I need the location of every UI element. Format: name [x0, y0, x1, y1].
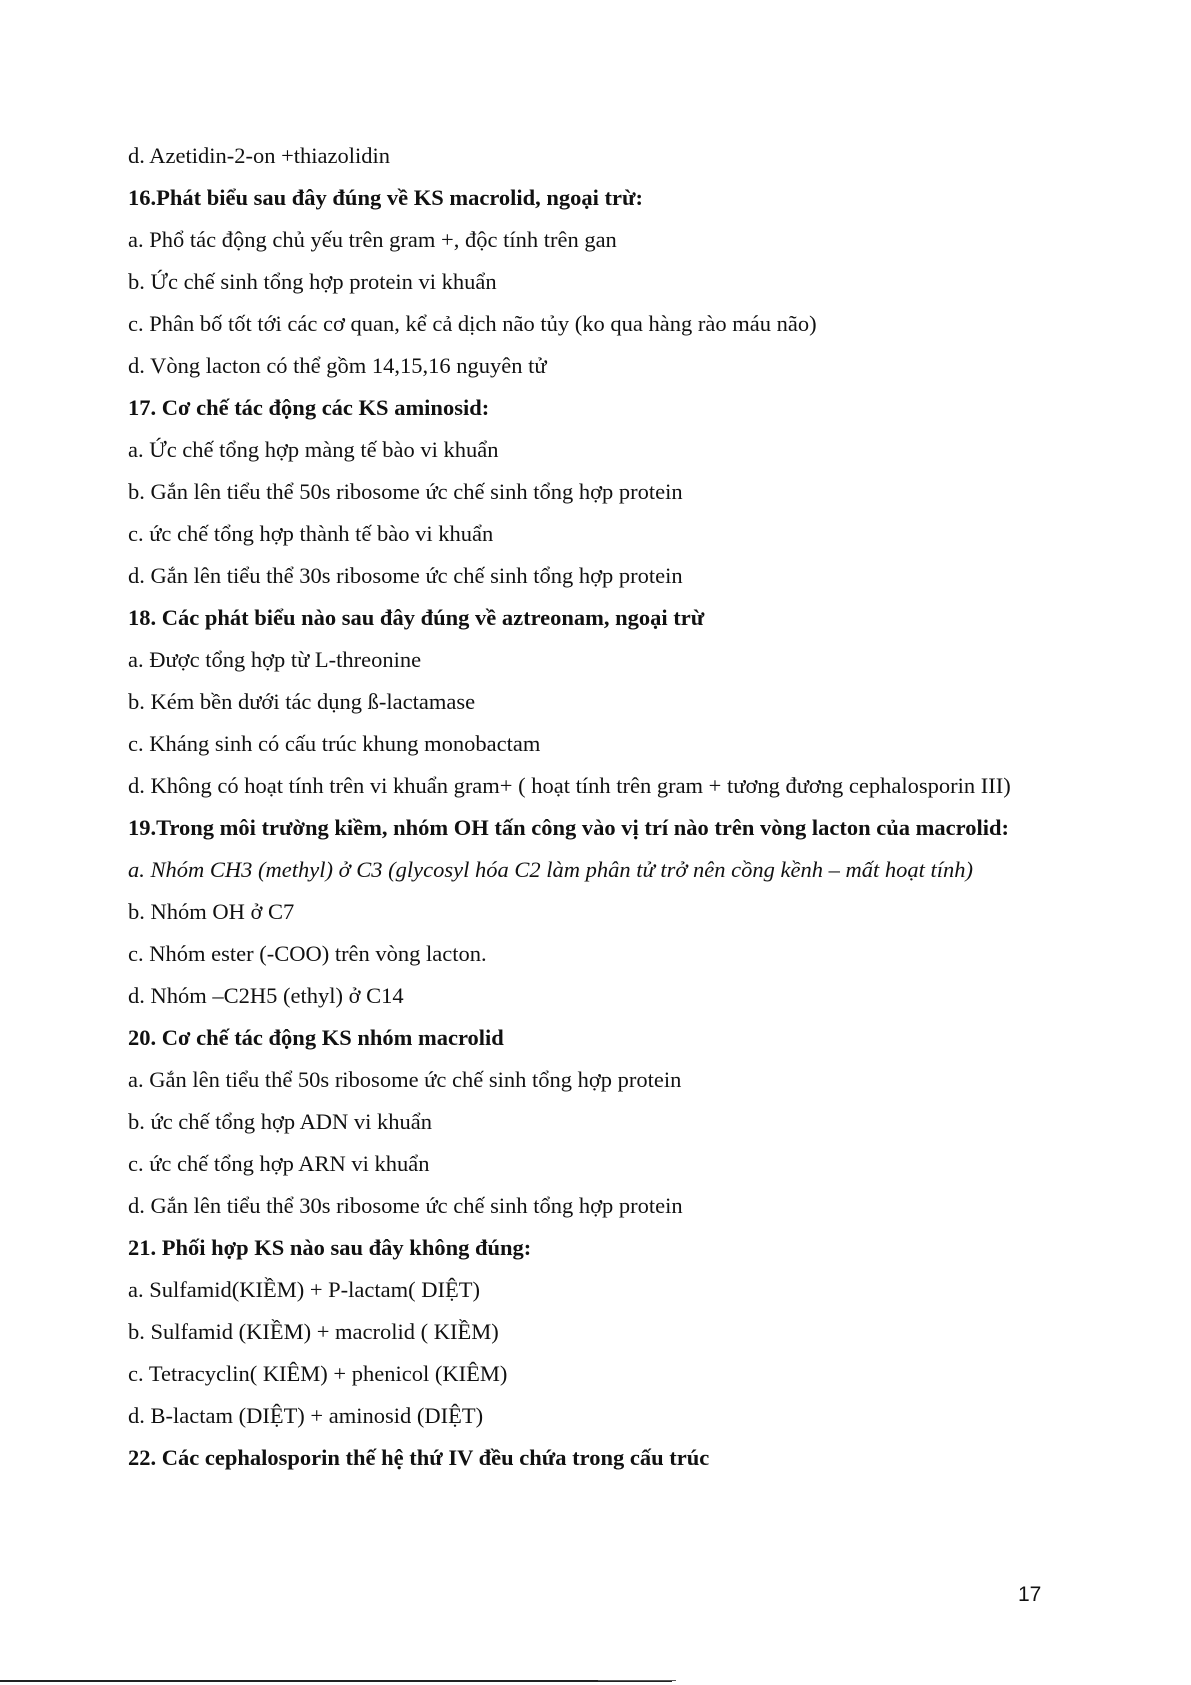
option-text: c. Tetracyclin( KIÊM) + phenicol (KIÊM) [128, 1361, 508, 1386]
bottom-divider [0, 1680, 672, 1682]
question-heading: 22. Các cephalosporin thế hệ thứ IV đều chứa trong cấu trúc [128, 1445, 710, 1470]
option-text: d. Azetidin-2-on +thiazolidin [128, 143, 391, 168]
question-heading: 18. Các phát biểu nào sau đây đúng về aztreonam, ngoại trừ [128, 605, 705, 630]
option-text: d. Không có hoạt tính trên vi khuẩn gram+ ( hoạt tính trên gram + tương đương cephalosporin III) [128, 773, 1011, 798]
option-text: c. Kháng sinh có cấu trúc khung monobactam [128, 731, 541, 756]
option-text: b. Sulfamid (KIỀM) + macrolid ( KIỀM) [128, 1319, 499, 1344]
option-text: c. Nhóm ester (-COO) trên vòng lacton. [128, 941, 487, 966]
option-text: a. Gắn lên tiểu thể 50s ribosome ức chế sinh tổng hợp protein [128, 1067, 682, 1092]
option-text: b. Nhóm OH ở C7 [128, 899, 295, 924]
question-heading: 21. Phối hợp KS nào sau đây không đúng: [128, 1235, 532, 1260]
question-heading: 19.Trong môi trường kiềm, nhóm OH tấn công vào vị trí nào trên vòng lacton của macrolid: [128, 815, 1009, 840]
option-text: d. Nhóm –C2H5 (ethyl) ở C14 [128, 983, 404, 1008]
option-text: d. Vòng lacton có thể gồm 14,15,16 nguyên tử [128, 353, 547, 378]
option-text: b. ức chế tổng hợp ADN vi khuẩn [128, 1109, 433, 1134]
page-number: 17 [1018, 1583, 1042, 1606]
option-text-italic: a. Nhóm CH3 (methyl) ở C3 (glycosyl hóa C2 làm phân tử trở nên cồng kềnh – mất hoạt tính) [128, 857, 973, 882]
option-text: b. Gắn lên tiểu thể 50s ribosome ức chế sinh tổng hợp protein [128, 479, 683, 504]
question-heading: 20. Cơ chế tác động KS nhóm macrolid [128, 1025, 504, 1050]
option-text: c. ức chế tổng hợp thành tế bào vi khuẩn [128, 521, 494, 546]
document-body [128, 140, 1038, 1484]
option-text: a. Được tổng hợp từ L-threonine [128, 647, 422, 672]
bottom-divider-secondary [598, 1680, 676, 1681]
option-text: d. Gắn lên tiểu thể 30s ribosome ức chế sinh tổng hợp protein [128, 1193, 683, 1218]
option-text: c. ức chế tổng hợp ARN vi khuẩn [128, 1151, 430, 1176]
option-text: b. Ức chế sinh tổng hợp protein vi khuẩn [128, 269, 497, 294]
question-heading: 17. Cơ chế tác động các KS aminosid: [128, 395, 490, 420]
option-text: b. Kém bền dưới tác dụng ß-lactamase [128, 689, 476, 714]
option-text: c. Phân bố tốt tới các cơ quan, kể cả dịch não tủy (ko qua hàng rào máu não) [128, 311, 817, 336]
option-text: a. Ức chế tổng hợp màng tế bào vi khuẩn [128, 437, 499, 462]
option-text: a. Phổ tác động chủ yếu trên gram +, độc tính trên gan [128, 227, 617, 252]
option-text: a. Sulfamid(KIỀM) + P-lactam( DIỆT) [128, 1277, 480, 1302]
option-text: d. B-lactam (DIỆT) + aminosid (DIỆT) [128, 1403, 484, 1428]
option-text: d. Gắn lên tiểu thể 30s ribosome ức chế sinh tổng hợp protein [128, 563, 683, 588]
question-heading: 16.Phát biểu sau đây đúng về KS macrolid, ngoại trừ: [128, 185, 644, 210]
